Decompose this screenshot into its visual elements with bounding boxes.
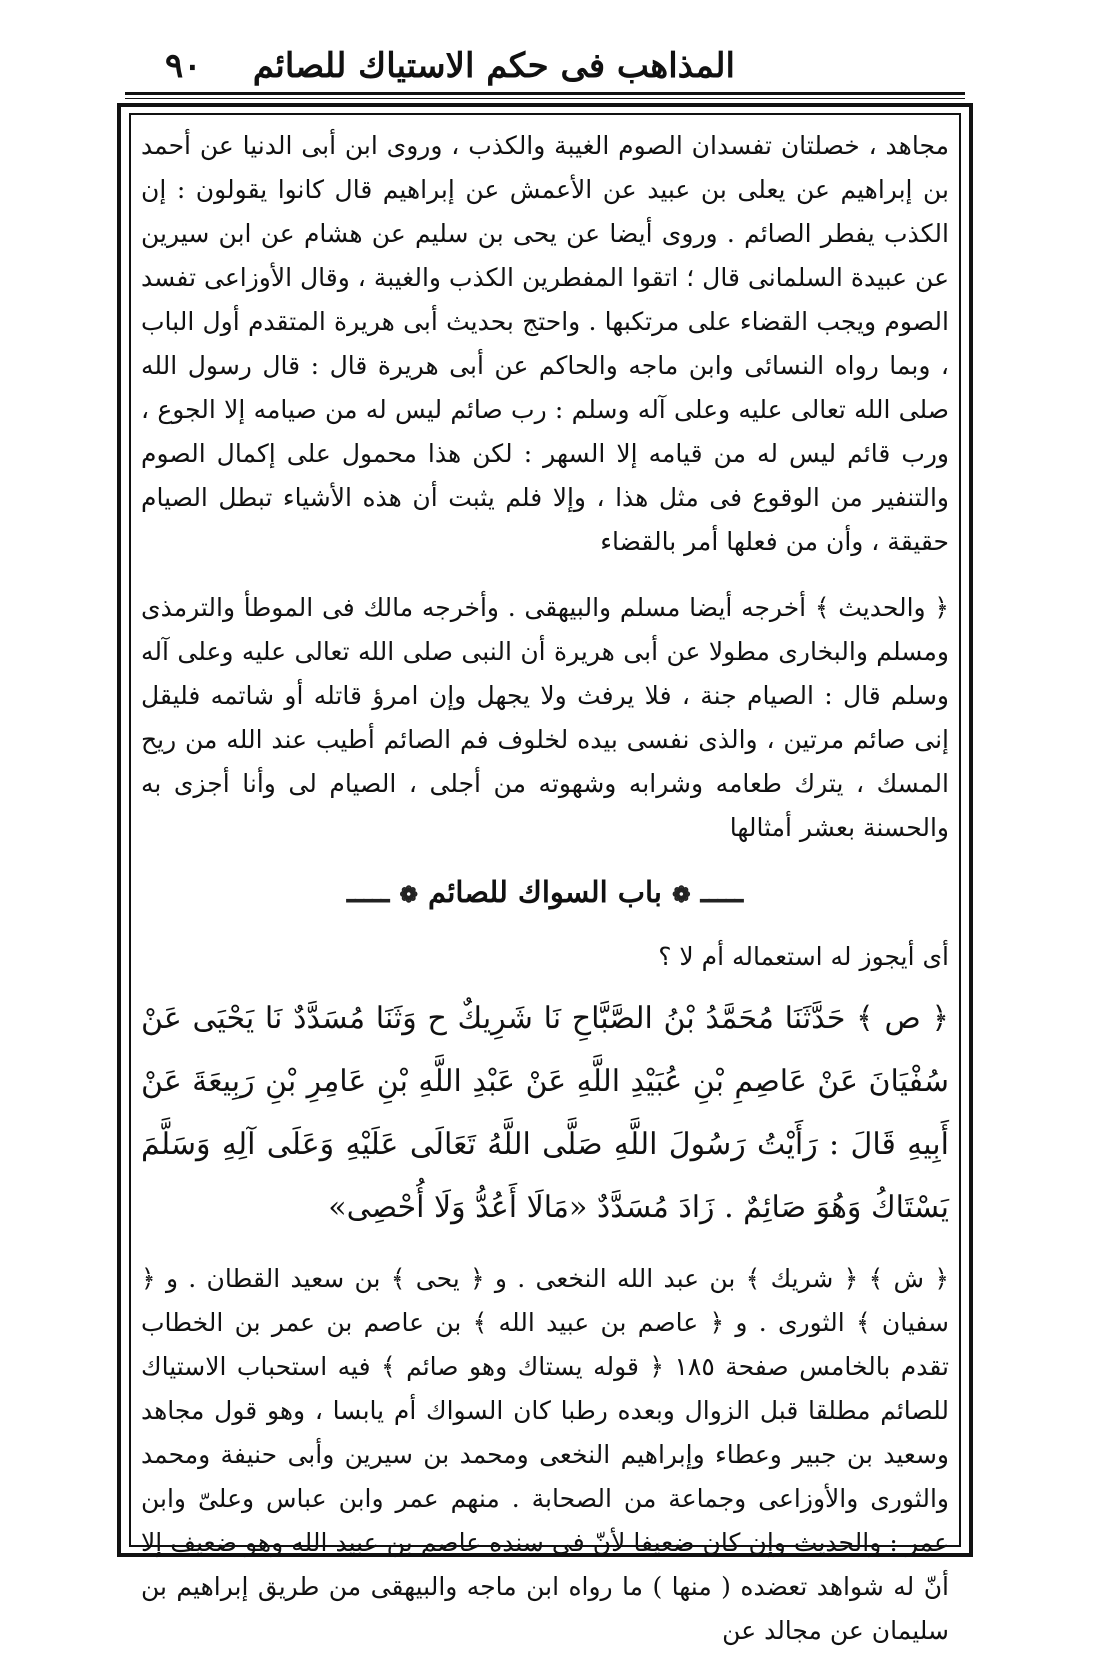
hadith-text: ﴿ ص ﴾ حَدَّثَنَا مُحَمَّدُ بْنُ الصَّبَّاحِ نَا شَرِيكٌ ح وَثَنَا مُسَدَّدٌ نَا يَحْيَى عَنْ سُفْيَانَ عَنْ عَاصِمِ بْنِ عُبَيْدِ اللَّهِ عَنْ عَبْدِ اللَّهِ بْنِ عَامِرِ بْنِ رَبِيعَةَ عَنْ أَبِيهِ قَالَ : رَأَيْتُ رَسُولَ اللَّهِ صَلَّى اللَّهُ تَعَالَى عَلَيْهِ وَعَلَى آلِهِ وَسَلَّمَ يَسْتَاكُ وَهُوَ صَائِمٌ . زَادَ مُسَدَّدٌ «مَالَا أَعُدُّ وَلَا أُحْصِى»	[141, 1001, 949, 1225]
page-body	[141, 124, 949, 1645]
body-paragraph: مجاهد ، خصلتان تفسدان الصوم الغيبة والكذب ، وروى ابن أبى الدنيا عن أحمد بن إبراهيم عن يعلى بن عبيد عن الأعمش عن إبراهيم قال كانوا يقولون : إن الكذب يفطر الصائم . وروى أيضا عن يحى بن سليم عن هشام عن ابن سيرين عن عبيدة السلمانى قال ؛ اتقوا المفطرين الكذب والغيبة ، وقال الأوزاعى تفسد الصوم ويجب القضاء على مرتكبها . واحتج بحديث أبى هريرة المتقدم أول الباب ، وبما رواه النسائى وابن ماجه والحاكم عن أبى هريرة قال : قال رسول الله صلى الله تعالى عليه وعلى آله وسلم : رب صائم ليس له من صيامه إلا الجوع ، ورب قائم ليس له من قيامه إلا السهر : لكن هذا محمول على إكمال الصوم والتنفير من الوقوع فى مثل هذا ، وإلا فلم يثبت أن هذه الأشياء تبطل الصيام حقيقة ، وأن من فعلها أمر بالقضاء	[141, 131, 949, 556]
running-title: المذاهب فى حكم الاستياك للصائم	[252, 46, 735, 86]
header-rule-thin	[125, 98, 965, 99]
heading-rule-left: ـــــ	[346, 875, 390, 909]
heading-rule-right: ـــــ	[700, 875, 744, 909]
section-heading	[141, 870, 949, 917]
chapter-question: أى أيجوز له استعماله أم لا ؟	[658, 942, 949, 971]
commentary-paragraph: ﴿ ش ﴾ ﴿ شريك ﴾ بن عبد الله النخعى . و ﴿ يحى ﴾ بن سعيد القطان . و ﴿ سفيان ﴾ الثورى . و ﴿ عاصم بن عبيد الله ﴾ بن عاصم بن عمر بن الخطاب تقدم بالخامس صفحة ١٨٥ ﴿ قوله يستاك وهو صائم ﴾ فيه استحباب الاستياك للصائم مطلقا قبل الزوال وبعده رطبا كان السواك أم يابسا ، وهو قول مجاهد وسعيد بن جبير وعطاء وإبراهيم النخعى ومحمد بن سيرين وأبى حنيفة ومحمد والثورى والأوزاعى وجماعة من الصحابة . منهم عمر وابن عباس وعلىّ وابن عمر : والحديث وإن كان ضعيفا لأنّ فى سنده عاصم بن عبيد الله وهو ضعيف إلا أنّ له شواهد تعضده ( منها ) ما رواه ابن ماجه والبيهقى من طريق إبراهيم بن سليمان عن مجالد عن	[141, 1264, 949, 1645]
ornament-left-icon: ❁	[399, 882, 418, 908]
page-number: ٩٠	[165, 46, 202, 86]
ornament-right-icon: ❁	[672, 882, 691, 908]
header-rule-thick	[125, 92, 965, 95]
page-header	[125, 40, 965, 92]
section-heading-text: باب السواك للصائم	[428, 875, 662, 909]
body-paragraph: ﴿ والحديث ﴾ أخرجه أيضا مسلم والبيهقى . وأخرجه مالك فى الموطأ والترمذى ومسلم والبخارى مطولا عن أبى هريرة أن النبى صلى الله تعالى عليه وعلى آله وسلم قال : الصيام جنة ، فلا يرفث ولا يجهل وإن امرؤ قاتله أو شاتمه فليقل إنى صائم مرتين ، والذى نفسى بيده لخلوف فم الصائم أطيب عند الله من ريح المسك ، يترك طعامه وشرابه وشهوته من أجلى ، الصيام لى وأنا أجزى به والحسنة بعشر أمثالها	[141, 593, 949, 842]
